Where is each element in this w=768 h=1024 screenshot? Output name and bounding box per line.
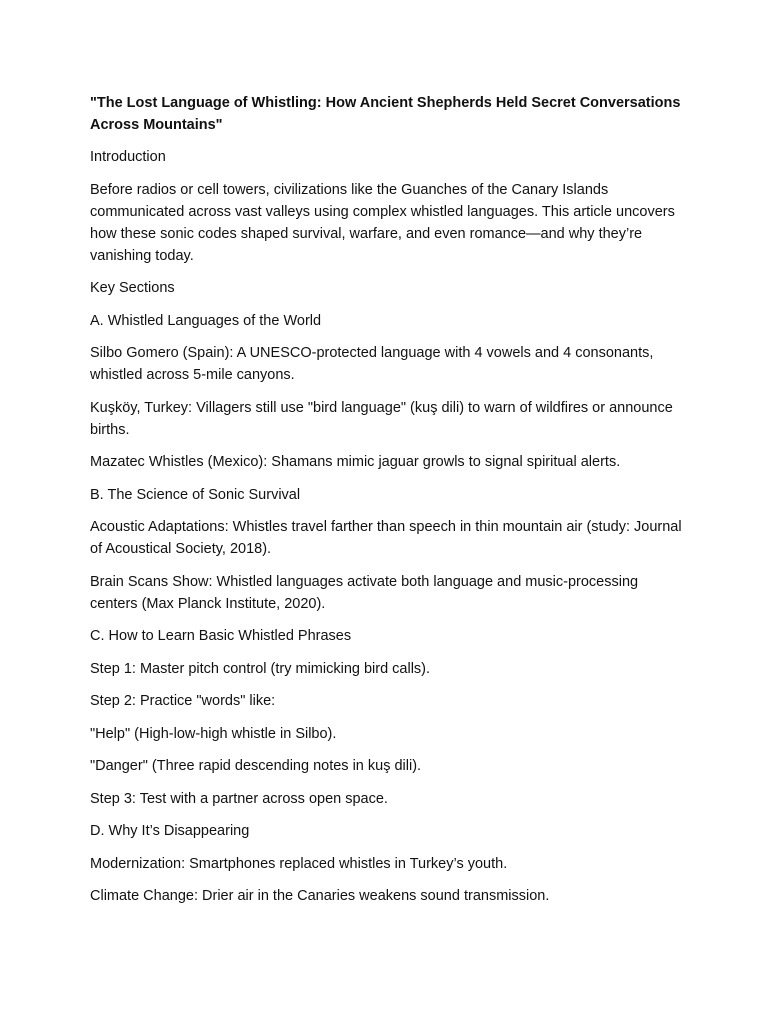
document-title: "The Lost Language of Whistling: How Ancient Shepherds Held Secret Conversations Across Mountains" [90, 95, 681, 133]
section-d-heading: D. Why It’s Disappearing [90, 823, 250, 839]
intro-paragraph: Before radios or cell towers, civilizations like the Guanches of the Canary Islands communicated across vast valleys using complex whistled languages. This article uncovers how these sonic codes shaped survival, warfare, and even romance—and why they’re vanishing today. [90, 181, 675, 264]
heading-introduction: Introduction [90, 149, 166, 165]
section-a-heading: A. Whistled Languages of the World [90, 312, 322, 329]
mazatec-paragraph: Mazatec Whistles (Mexico): Shamans mimic jaguar growls to signal spiritual alerts. [90, 454, 621, 470]
section-c-heading: C. How to Learn Basic Whistled Phrases [90, 628, 352, 644]
silbo-gomero-paragraph: Silbo Gomero (Spain): A UNESCO-protected language with 4 vowels and 4 consonants, whistled across 5-mile canyons. [90, 345, 654, 383]
heading-key-sections: Key Sections [90, 280, 175, 296]
help-phrase-paragraph: "Help" (High-low-high whistle in Silbo). [90, 725, 337, 742]
kuskoy-paragraph: Kuşköy, Turkey: Villagers still use "bird language" (kuş dili) to warn of wildfires or announce births. [90, 399, 673, 438]
document-page [90, 92, 682, 918]
danger-phrase-paragraph: "Danger" (Three rapid descending notes in kuş dili). [90, 758, 422, 774]
step-3-paragraph: Step 3: Test with a partner across open space. [90, 790, 388, 807]
section-b-heading: B. The Science of Sonic Survival [90, 486, 301, 503]
modernization-paragraph: Modernization: Smartphones replaced whistles in Turkey’s youth. [90, 855, 508, 872]
acoustic-adaptations-paragraph: Acoustic Adaptations: Whistles travel farther than speech in thin mountain air (study: Journal of Acoustical Society, 2018). [90, 519, 682, 557]
step-1-paragraph: Step 1: Master pitch control (try mimicking bird calls). [90, 660, 431, 677]
step-2-paragraph: Step 2: Practice "words" like: [90, 693, 276, 709]
climate-change-paragraph: Climate Change: Drier air in the Canaries weakens sound transmission. [90, 888, 550, 904]
brain-scans-paragraph: Brain Scans Show: Whistled languages activate both language and music-processing centers (Max Planck Institute, 2020). [90, 573, 639, 612]
